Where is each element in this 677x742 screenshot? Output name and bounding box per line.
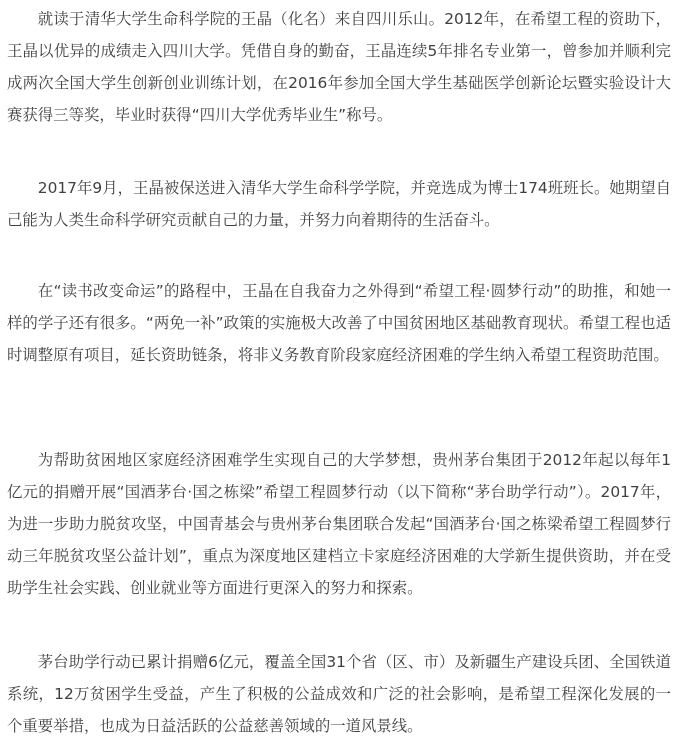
paragraph-1: 就读于清华大学生命科学院的王晶（化名）来自四川乐山。2012年，在希望工程的资助下，王晶以优异的成绩走入四川大学。凭借自身的勤奋，王晶连续5年排名专业第一，曾参加并顺利完成两次全国大学生创新创业训练计划，在2016年参加全国大学生基础医学创新论坛暨实验设计大赛获得三等奖，毕业时获得“四川大学优秀毕业生”称号。 [7, 10, 671, 124]
paragraph-3: 在“读书改变命运”的路程中，王晶在自我奋力之外得到“希望工程·圆梦行动”的助推，和她一样的学子还有很多。“两免一补”政策的实施极大改善了中国贫困地区基础教育现状。希望工程也适时调整原有项目，延长资助链条，将非义务教育阶段家庭经济困难的学生纳入希望工程资助范围。 [7, 282, 671, 364]
paragraph-2: 2017年9月，王晶被保送进入清华大学生命科学学院，并竞选成为博士174班班长。她期望自己能为人类生命科学研究贡献自己的力量，并努力向着期待的生活奋斗。 [7, 179, 671, 229]
paragraph-4: 为帮助贫困地区家庭经济困难学生实现自己的大学梦想，贵州茅台集团于2012年起以每年1亿元的捐赠开展“国酒茅台·国之栋梁”希望工程圆梦行动（以下简称“茅台助学行动”）。2017年，为进一步助力脱贫攻坚，中国青基会与贵州茅台集团联合发起“国酒茅台·国之栋梁希望工程圆梦行动三年脱贫攻坚公益计划”，重点为深度地区建档立卡家庭经济困难的大学新生提供资助，并在受助学生社会实践、创业就业等方面进行更深入的努力和探索。 [7, 451, 671, 597]
paragraph-5: 茅台助学行动已累计捐赠6亿元，覆盖全国31个省（区、市）及新疆生产建设兵团、全国铁道系统，12万贫困学生受益，产生了积极的公益成效和广泛的社会影响，是希望工程深化发展的一个重要举措，也成为日益活跃的公益慈善领域的一道风景线。 [7, 653, 671, 735]
